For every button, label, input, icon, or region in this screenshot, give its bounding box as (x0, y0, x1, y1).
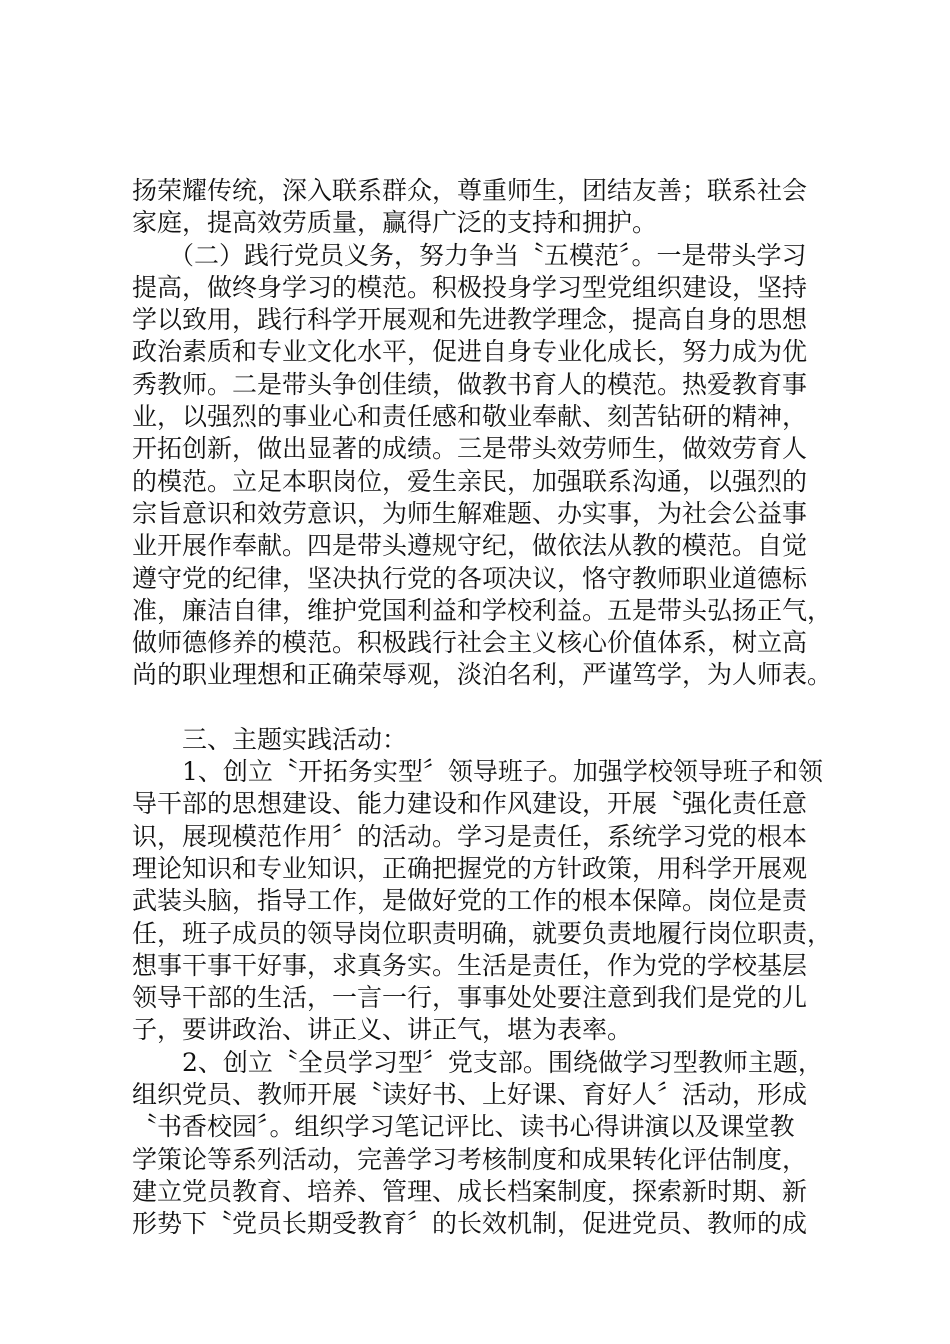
paragraph-first-line: 1、创立〝开拓务实型〞领导班子。加强学校领导班子和领 (182, 757, 823, 787)
text-line: 遵守党的纪律，坚决执行党的各项决议，恪守教师职业道德标 (132, 563, 808, 593)
text-line: 扬荣耀传统，深入联系群众，尊重师生，团结友善；联系社会 (132, 176, 808, 205)
text-line: 家庭，提高效劳质量，赢得广泛的支持和拥护。 (132, 208, 658, 238)
text-line: 领导干部的生活，一言一行，事事处处要注意到我们是党的儿 (132, 983, 808, 1013)
text-line: 组织党员、教师开展〝读好书、上好课、育好人〞活动，形成 (132, 1080, 808, 1110)
text-line: 形势下〝党员长期受教育〞的长效机制，促进党员、教师的成 (132, 1209, 808, 1239)
text-line: 秀教师。二是带头争创佳绩，做教书育人的模范。热爱教育事 (132, 369, 808, 399)
text-line: 准，廉洁自律，维护党国利益和学校利益。五是带头弘扬正气， (132, 595, 833, 625)
text-line: 想事干事干好事，求真务实。生活是责任，作为党的学校基层 (132, 950, 808, 980)
text-line: 宗旨意识和效劳意识，为师生解难题、办实事，为社会公益事 (132, 498, 808, 528)
text-line: 学以致用，践行科学开展观和先进教学理念，提高自身的思想 (132, 305, 808, 335)
text-line: 子，要讲政治、讲正义、讲正气，堪为表率。 (132, 1015, 633, 1045)
text-line: 尚的职业理想和正确荣辱观，淡泊名利，严谨笃学，为人师表。 (132, 660, 833, 690)
text-line: 的模范。立足本职岗位，爱生亲民，加强联系沟通，以强烈的 (132, 466, 808, 496)
text-line: 理论知识和专业知识，正确把握党的方针政策，用科学开展观 (132, 853, 808, 883)
text-line: 开拓创新，做出显著的成绩。三是带头效劳师生，做效劳育人 (132, 434, 808, 464)
text-line: 政治素质和专业文化水平，促进自身专业化成长，努力成为优 (132, 337, 808, 367)
text-line: 建立党员教育、培养、管理、成长档案制度，探索新时期、新 (132, 1176, 808, 1206)
text-line: 导干部的思想建设、能力建设和作风建设，开展〝强化责任意 (132, 789, 808, 819)
text-line: 〝书香校园〞。组织学习笔记评比、读书心得讲演以及课堂教 (132, 1112, 795, 1142)
text-line: 武装头脑，指导工作，是做好党的工作的根本保障。岗位是责 (132, 886, 808, 916)
text-line: 任，班子成员的领导岗位职责明确，就要负责地履行岗位职责， (132, 918, 833, 948)
paragraph-gap (132, 692, 832, 724)
paragraph-first-line: （二）践行党员义务，努力争当〝五模范〞。一是带头学习 (169, 240, 807, 270)
text-line: 做师德修养的模范。积极践行社会主义核心价值体系，树立高 (132, 628, 808, 658)
section-heading: 三、主题实践活动： (182, 724, 408, 754)
text-line: 识，展现模范作用〞的活动。学习是责任，系统学习党的根本 (132, 821, 808, 851)
text-line: 学策论等系列活动，完善学习考核制度和成果转化评估制度， (132, 1144, 808, 1174)
text-line: 业，以强烈的事业心和责任感和敬业奉献、刻苦钻研的精神， (132, 402, 808, 432)
paragraph-first-line: 2、创立〝全员学习型〞党支部。围绕做学习型教师主题， (182, 1047, 823, 1077)
text-line: 业开展作奉献。四是带头遵规守纪，做依法从教的模范。自觉 (132, 531, 808, 561)
text-line: 提高，做终身学习的模范。积极投身学习型党组织建设，坚持 (132, 272, 808, 302)
document-body (132, 175, 832, 1241)
